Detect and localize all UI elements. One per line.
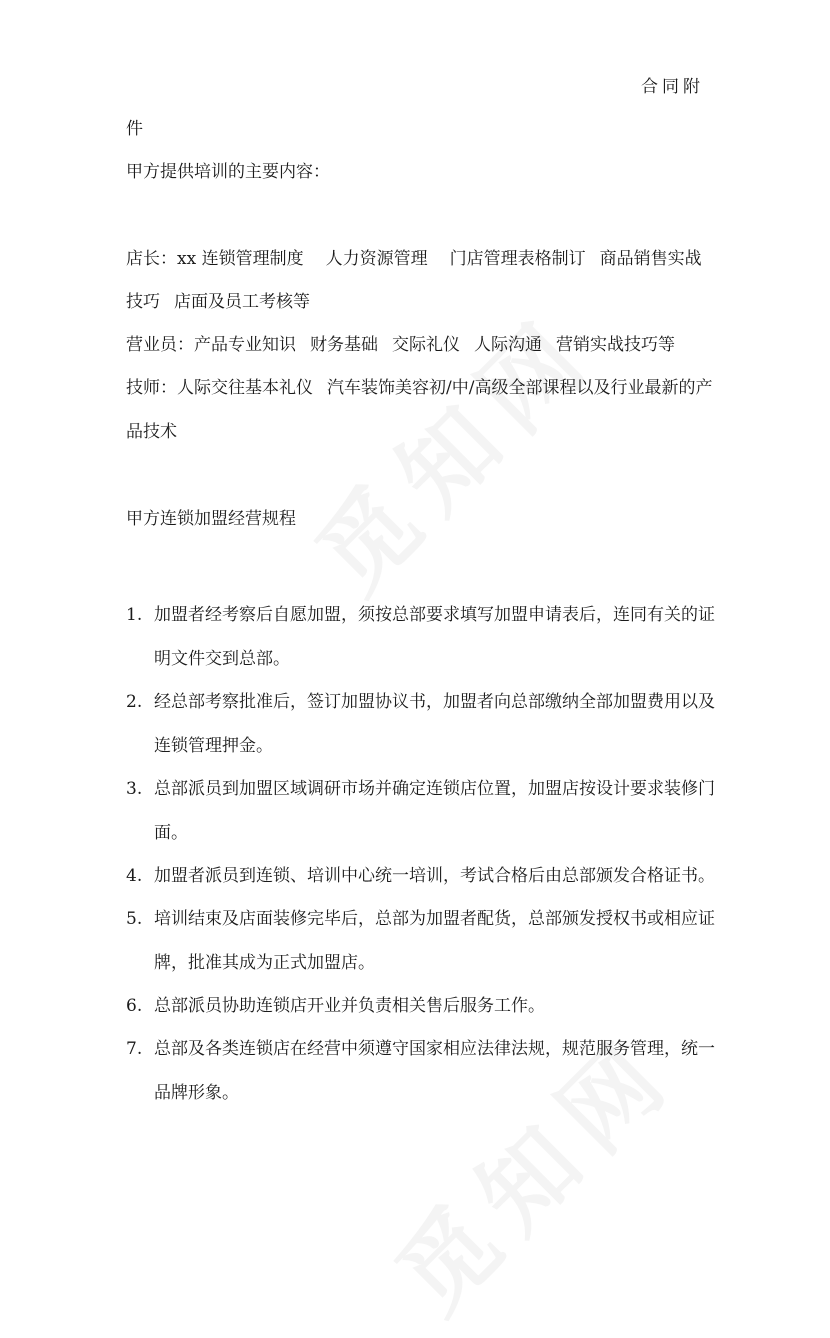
list-item-text: 培训结束及店面装修完毕后，总部为加盟者配货，总部颁发授权书或相应证 [154,909,715,929]
list-item-text: 面。 [154,823,188,843]
training-item: 营销实战技巧等 [556,335,675,355]
manager-training-line [126,247,702,271]
manager-training-line-cont [126,290,310,314]
list-item-text: 连锁管理押金。 [154,736,273,756]
tech-training-line-cont: 品技术 [126,422,177,442]
tech-label: 技师： [126,378,177,398]
list-item-text: 总部派员协助连锁店开业并负责相关售后服务工作。 [154,996,545,1016]
training-heading: 甲方提供培训的主要内容： [126,162,330,182]
training-item: 商品销售实战 [599,249,702,269]
training-item: 人力资源管理 [325,249,428,269]
training-item: 产品专业知识 [194,335,296,355]
list-item-text: 总部派员到加盟区域调研市场并确定连锁店位置，加盟店按设计要求装修门 [154,779,715,799]
list-item-number: 7. [126,1039,143,1059]
training-item: xx 连锁管理制度 [177,249,304,269]
list-item-number: 5. [126,909,143,929]
manager-label: 店长： [126,249,177,269]
sales-label: 营业员： [126,335,194,355]
list-item-number: 1. [126,605,143,625]
list-item [126,767,715,855]
list-item [126,854,715,898]
list-item-text: 经总部考察批准后，签订加盟协议书，加盟者向总部缴纳全部加盟费用以及 [154,692,715,712]
training-item: 技巧 [126,292,160,312]
contract-attachment-title: 合同附 [641,77,704,97]
sales-training-line [126,333,675,357]
list-item-text: 加盟者派员到连锁、培训中心统一培训，考试合格后由总部颁发合格证书。 [154,866,715,886]
list-item-text: 品牌形象。 [154,1083,239,1103]
training-item: 交际礼仪 [392,335,460,355]
training-item: 店面及员工考核等 [174,292,310,312]
training-item: 汽车装饰美容初/中/高级全部课程以及行业最新的产 [327,378,713,398]
list-item-text: 牌，批准其成为正式加盟店。 [154,953,375,973]
list-item-number: 3. [126,779,143,799]
list-item [126,897,715,985]
tech-training-line [126,376,712,400]
contract-attachment-title-cont: 件 [126,119,143,139]
list-item-number: 6. [126,996,143,1016]
training-item: 人际沟通 [474,335,542,355]
list-item [126,593,715,681]
rules-heading: 甲方连锁加盟经营规程 [126,509,296,529]
list-item [126,984,706,1028]
list-item-text: 加盟者经考察后自愿加盟，须按总部要求填写加盟申请表后，连同有关的证 [154,605,715,625]
training-item: 财务基础 [310,335,378,355]
training-item: 门店管理表格制订 [449,249,586,269]
list-item-text: 明文件交到总部。 [154,649,290,669]
watermark [282,279,621,618]
list-item [126,1027,715,1115]
list-item [126,680,715,768]
list-item-number: 2. [126,692,143,712]
training-item: 人际交往基本礼仪 [177,378,313,398]
list-item-number: 4. [126,866,143,886]
list-item-text: 总部及各类连锁店在经营中须遵守国家相应法律法规，规范服务管理，统一 [154,1039,715,1059]
